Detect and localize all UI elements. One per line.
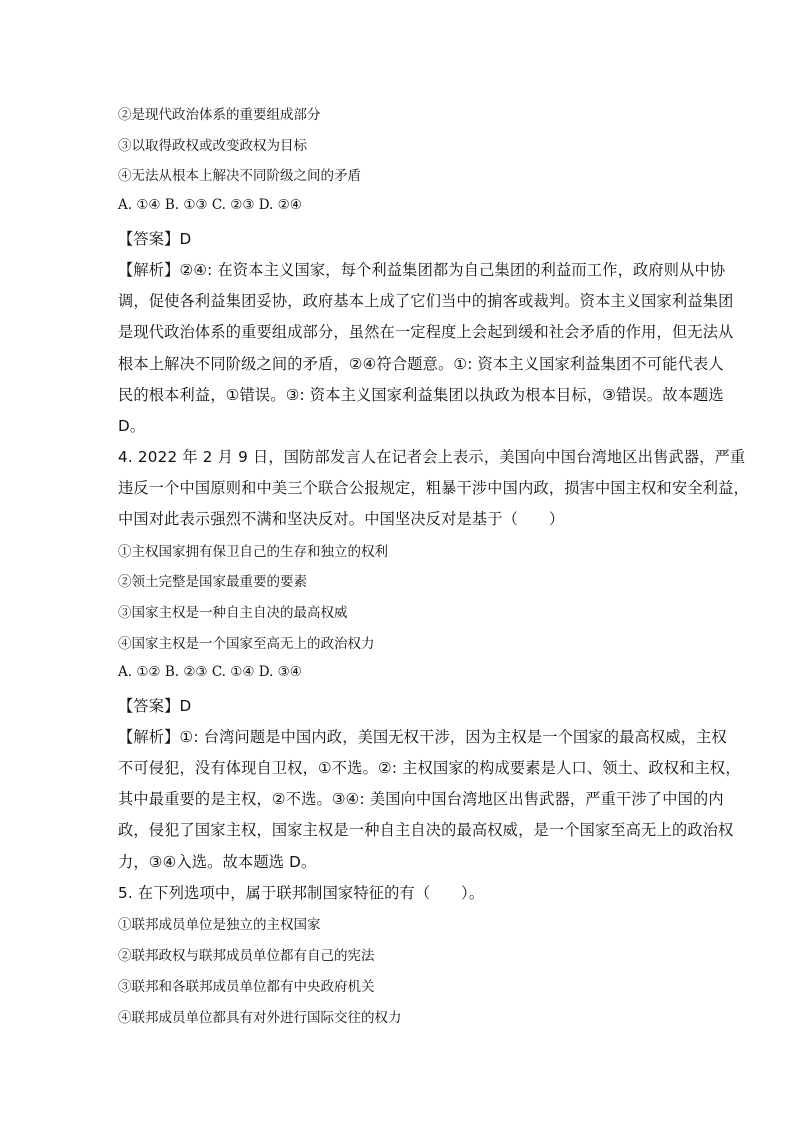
q4-answer: 【答案】D [118, 697, 192, 715]
q3-option-3: ③以取得政权或改变政权为目标 [118, 138, 307, 154]
q4-analysis-line: 其中最重要的是主权，②不选。③④: 美国向中国台湾地区出售武器，严重干涉了中国的内 [118, 790, 724, 808]
q4-stem-line: 违反一个中国原则和中美三个联合公报规定，粗暴干涉中国内政，损害中国主权和安全利益， [118, 479, 749, 497]
q4-analysis-line: 政，侵犯了国家主权，国家主权是一种自主自决的最高权威，是一个国家至高无上的政治权 [118, 821, 734, 839]
q4-option-2: ②领土完整是国家最重要的要素 [118, 574, 307, 590]
q5-option-1: ①联邦成员单位是独立的主权国家 [118, 917, 321, 933]
q4-analysis-line: 不可侵犯，没有体现自卫权，①不选。②: 主权国家的构成要素是人口、领土、政权和主权， [118, 759, 741, 777]
q4-analysis-line: 【解析】①: 台湾问题是中国内政，美国无权干涉，因为主权是一个国家的最高权威，主权 [118, 728, 727, 746]
q4-option-3: ③国家主权是一种自主自决的最高权威 [118, 605, 348, 621]
q3-analysis-line: 是现代政治体系的重要组成部分，虽然在一定程度上会起到缓和社会矛盾的作用，但无法从 [118, 323, 734, 341]
q5-option-3: ③联邦和各联邦成员单位都有中央政府机关 [118, 979, 375, 995]
q3-option-4: ④无法从根本上解决不同阶级之间的矛盾 [118, 168, 361, 184]
q3-analysis-line: D。 [118, 417, 146, 435]
q4-analysis-line: 力，③④入选。故本题选 D。 [118, 853, 317, 871]
q4-option-4: ④国家主权是一个国家至高无上的政治权力 [118, 636, 375, 652]
q5-stem: 5. 在下列选项中，属于联邦制国家特征的有（ ）。 [118, 884, 485, 902]
q4-stem-line: 中国对此表示强烈不满和坚决反对。中国坚决反对是基于（ ） [118, 510, 565, 528]
q3-answer: 【答案】D [118, 230, 192, 248]
q4-stem-line: 4. 2022 年 2 月 9 日，国防部发言人在记者会上表示，美国向中国台湾地区出售武器，严重 [118, 448, 746, 466]
q3-analysis-line: 调，促使各利益集团妥协，政府基本上成了它们当中的掮客或裁判。资本主义国家利益集团 [118, 292, 734, 310]
q5-option-4: ④联邦成员单位都具有对外进行国际交往的权力 [118, 1010, 402, 1026]
q3-analysis-line: 【解析】②④: 在资本主义国家，每个利益集团都为自己集团的利益而工作，政府则从中协 [118, 261, 726, 279]
q4-option-1: ①主权国家拥有保卫自己的生存和独立的权利 [118, 544, 388, 560]
q3-analysis-line: 根本上解决不同阶级之间的矛盾，②④符合题意。①: 资本主义国家利益集团不可能代表人 [118, 355, 724, 373]
q3-choices: A. ①④ B. ①③ C. ②③ D. ②④ [118, 197, 302, 213]
q3-analysis-line: 民的根本利益，①错误。③: 资本主义国家利益集团以执政为根本目标，③错误。故本题选 [118, 386, 724, 404]
q4-choices: A. ①② B. ②③ C. ①④ D. ③④ [118, 664, 302, 680]
q5-option-2: ②联邦政权与联邦成员单位都有自己的宪法 [118, 948, 375, 964]
q3-option-2: ②是现代政治体系的重要组成部分 [118, 107, 321, 123]
